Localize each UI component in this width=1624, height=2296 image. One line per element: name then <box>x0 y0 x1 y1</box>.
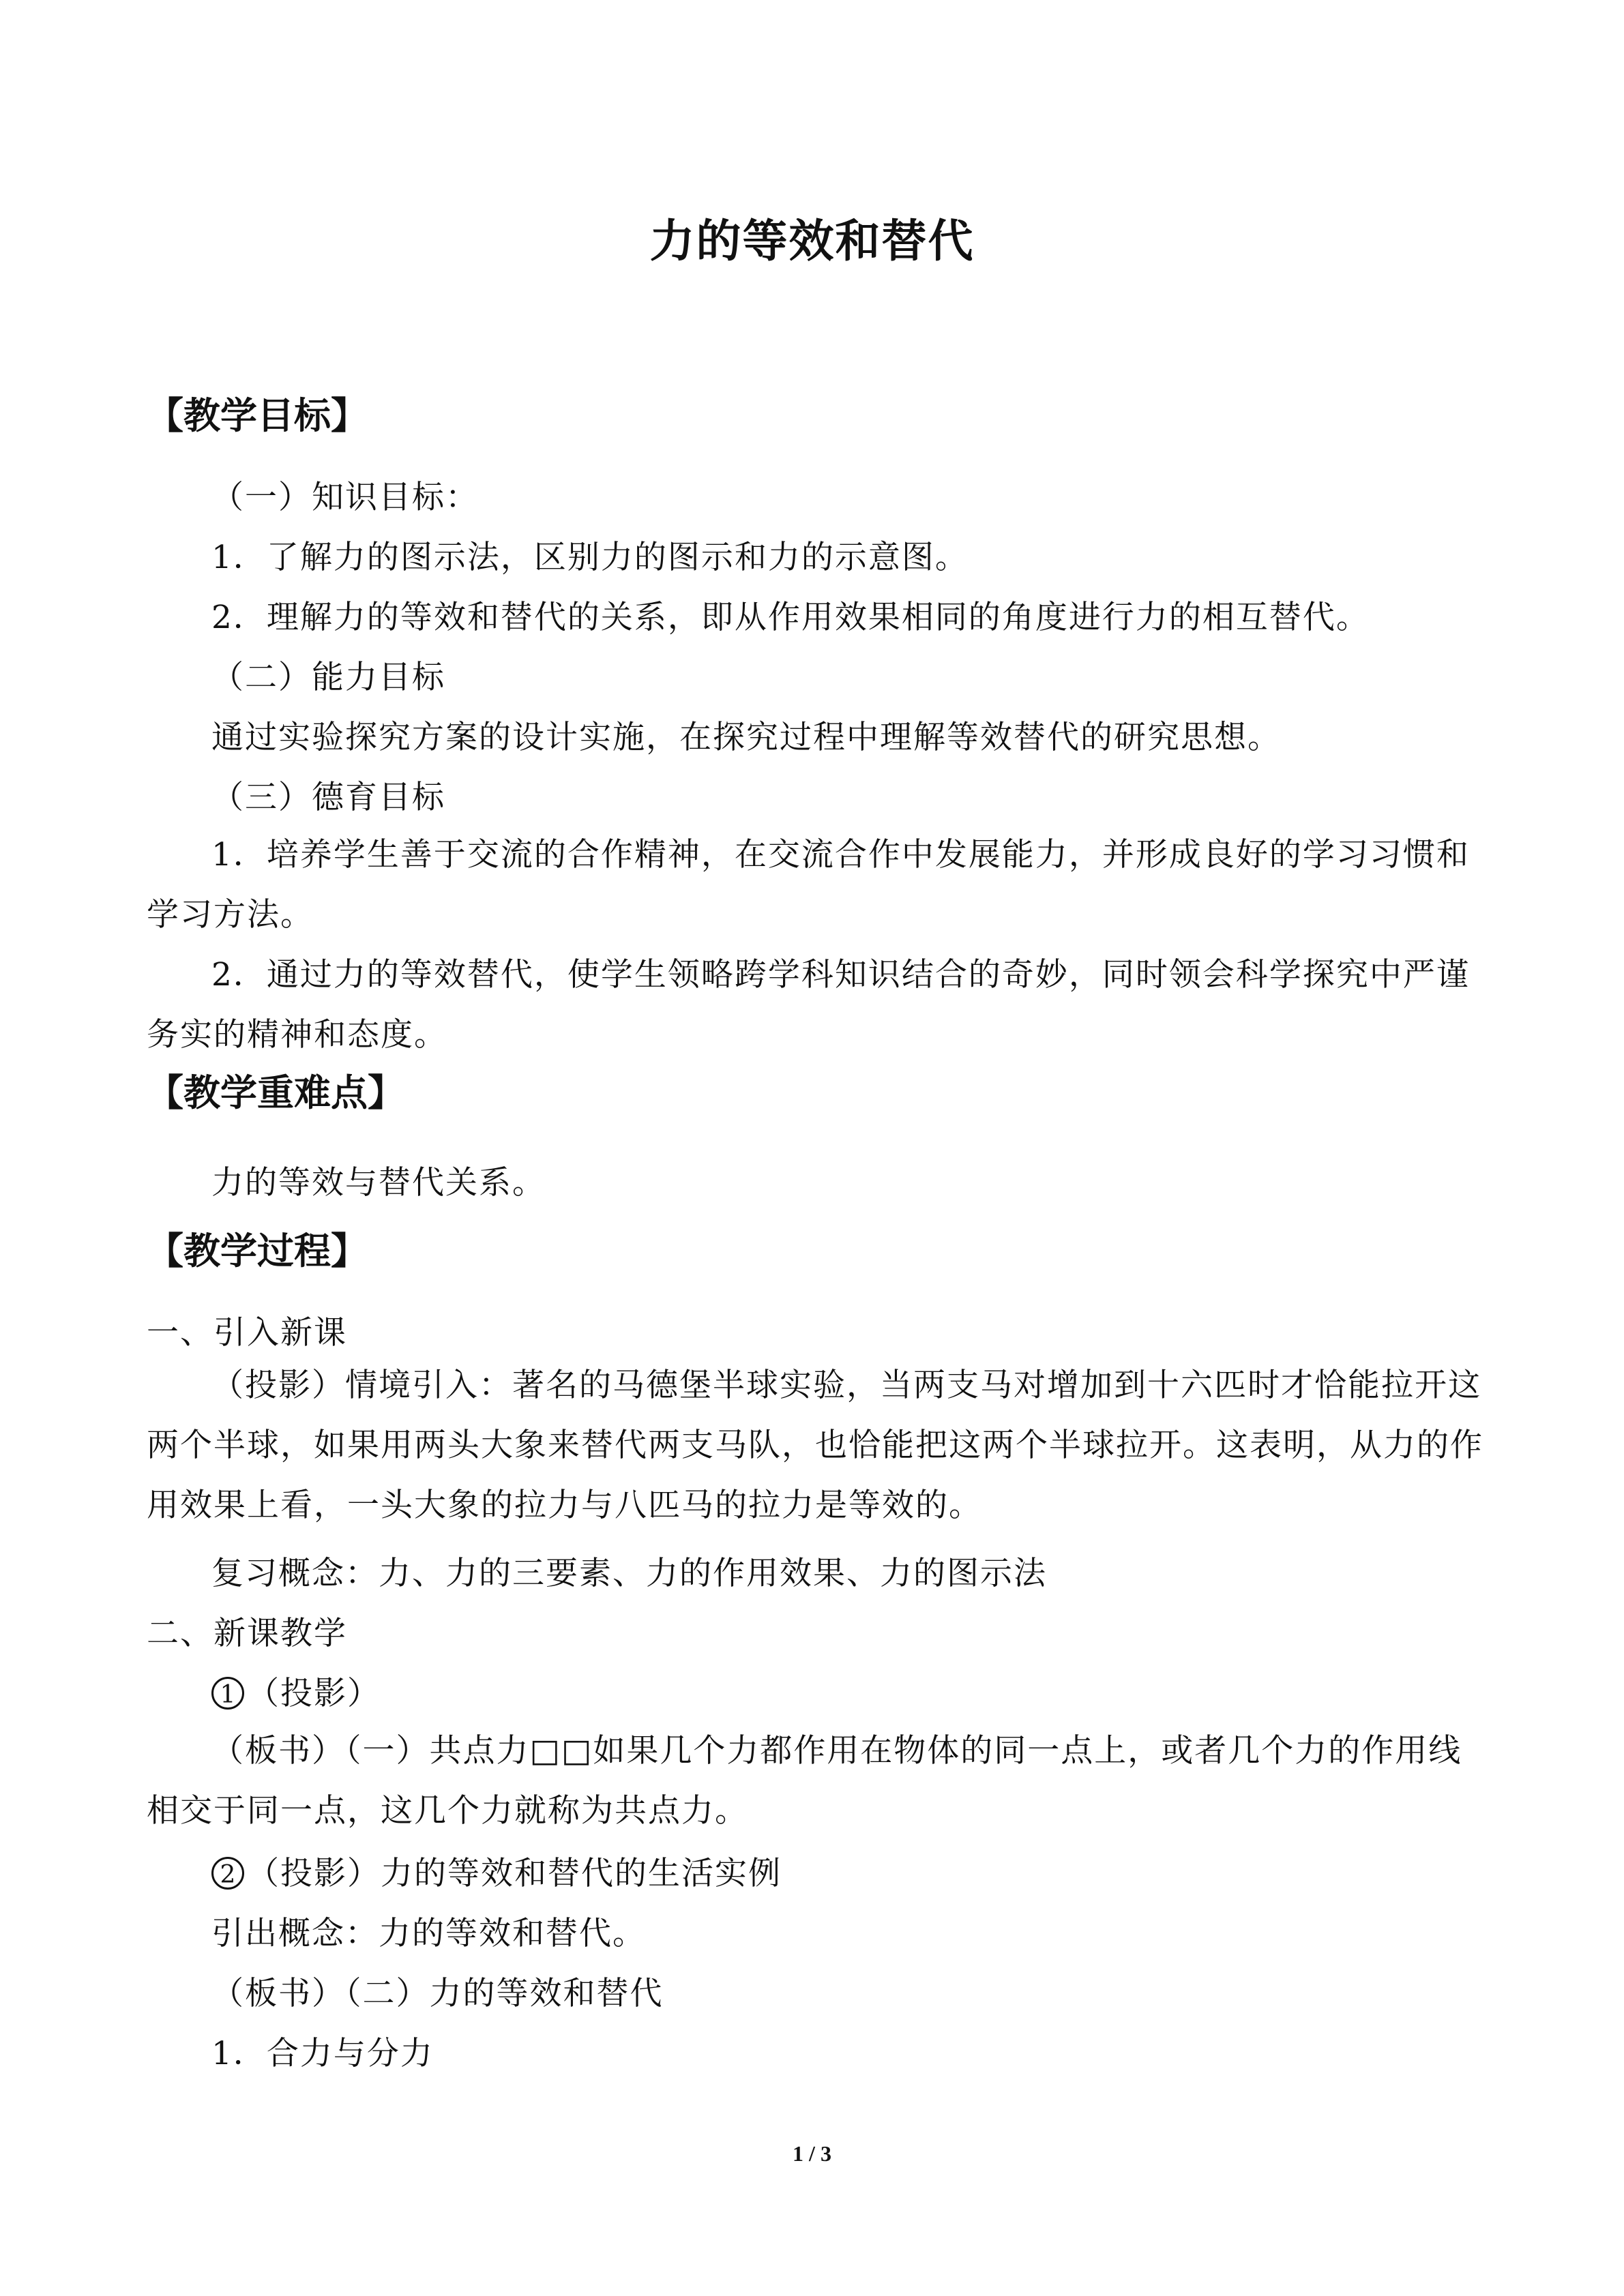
concept-intro: 引出概念：力的等效和替代。 <box>211 1915 646 1952</box>
subheading-resultant-force: 1．合力与分力 <box>211 2035 434 2072</box>
moral-goal-heading: （三）德育目标 <box>211 779 445 816</box>
moral-goal-1: 1．培养学生善于交流的合作精神，在交流合作中发展能力，并形成良好的学习习惯和学习方法。 <box>147 836 1470 934</box>
part1-review: 复习概念：力、力的三要素、力的作用效果、力的图示法 <box>211 1555 1047 1592</box>
knowledge-goal-2: 2．理解力的等效和替代的关系，即从作用效果相同的角度进行力的相互替代。 <box>211 599 1370 636</box>
knowledge-goal-1: 1．了解力的图示法，区别力的图示和力的示意图。 <box>211 539 969 576</box>
section-heading-objectives: 【教学目标】 <box>147 394 368 437</box>
page-title: 力的等效和替代 <box>649 215 975 267</box>
knowledge-goal-heading: （一）知识目标： <box>211 479 479 516</box>
circled-number-2: 2 <box>211 1857 244 1890</box>
section-heading-process: 【教学过程】 <box>147 1229 368 1272</box>
keypoints-text: 力的等效与替代关系。 <box>211 1164 546 1202</box>
page-number: 1 / 3 <box>793 2141 831 2166</box>
step-2-text: （投影）力的等效和替代的生活实例 <box>247 1855 782 1892</box>
step-1-text: （投影） <box>247 1675 381 1712</box>
moral-goal-2: 2．通过力的等效替代，使学生领略跨学科知识结合的奇妙，同时领会科学探究中严谨务实的精神和态度。 <box>147 956 1470 1054</box>
ability-goal-1: 通过实验探究方案的设计实施，在探究过程中理解等效替代的研究思想。 <box>211 719 1281 756</box>
part1-intro-paragraph: （投影）情境引入：著名的马德堡半球实验，当两支马对增加到十六匹时才恰能拉开这两个半球，如果用两头大象来替代两支马队，也恰能把这两个半球拉开。这表明，从力的作用效果上看，一头大象的拉力与八匹马的拉力是等效的。 <box>147 1367 1483 1524</box>
part1-heading: 一、引入新课 <box>147 1314 347 1352</box>
part2-heading: 二、新课教学 <box>147 1615 347 1652</box>
board-note-1: （板书）（一）共点力□□如果几个力都作用在物体的同一点上，或者几个力的作用线相交于同一点，这几个力就称为共点力。 <box>147 1732 1462 1830</box>
section-heading-keypoints: 【教学重难点】 <box>147 1071 404 1114</box>
step-2 <box>211 1853 782 1894</box>
board-note-2: （板书）（二）力的等效和替代 <box>211 1975 664 2012</box>
step-1 <box>211 1673 381 1714</box>
ability-goal-heading: （二）能力目标 <box>211 659 445 696</box>
circled-number-1: 1 <box>211 1677 244 1710</box>
